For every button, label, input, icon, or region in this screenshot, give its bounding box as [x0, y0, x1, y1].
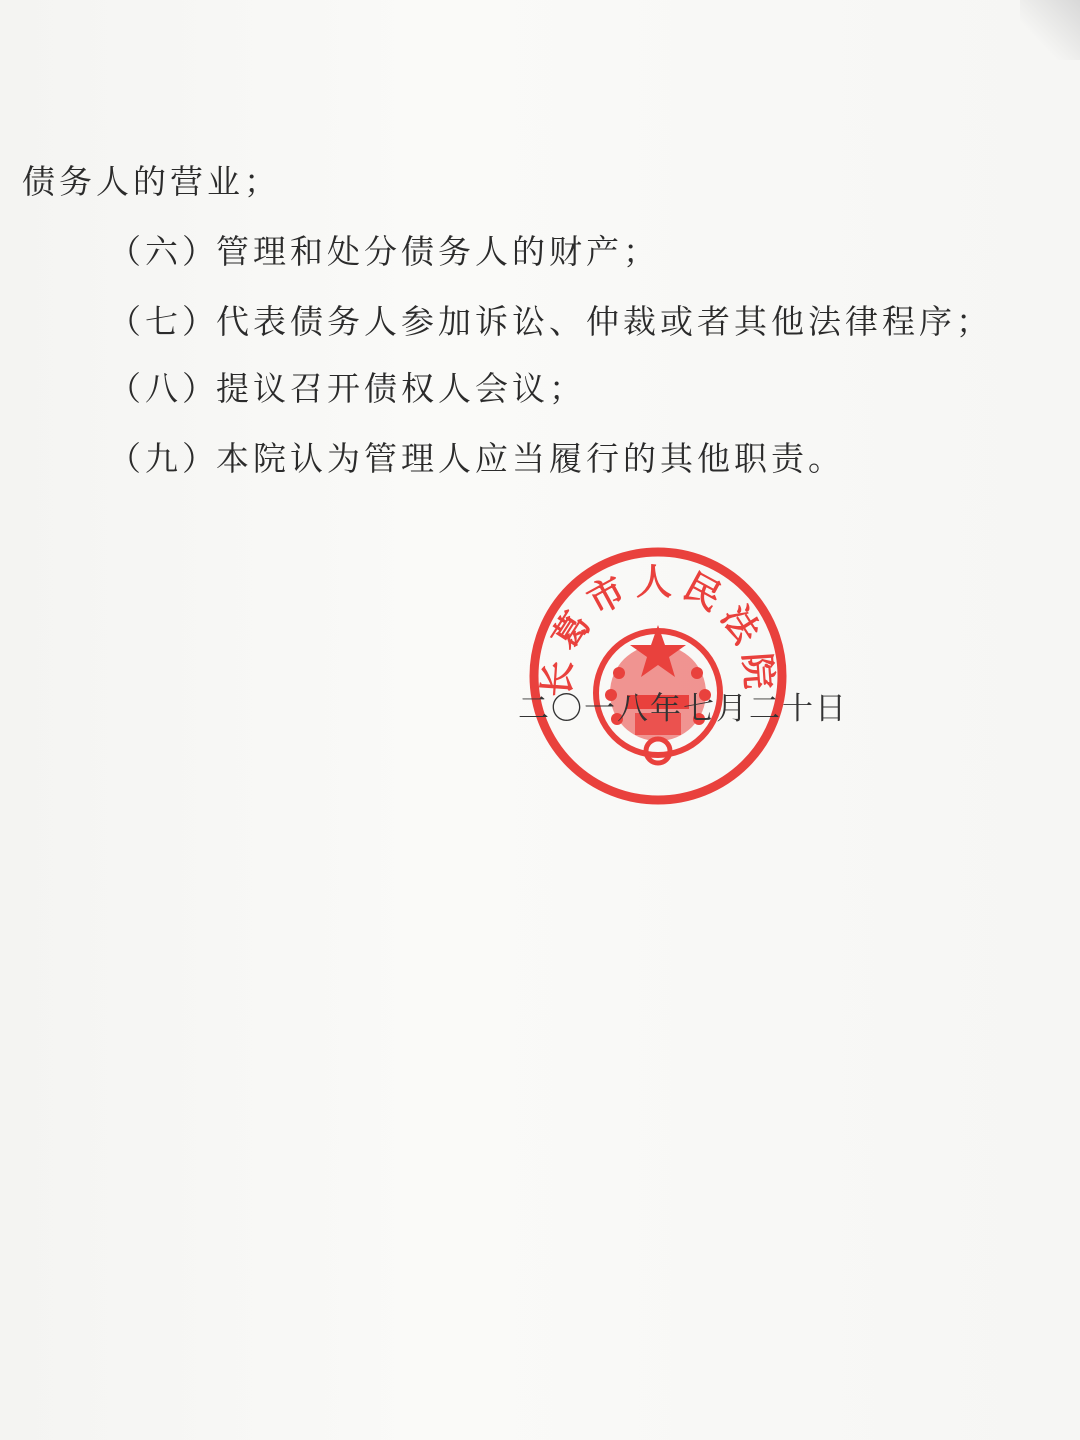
list-marker: （七） [108, 302, 219, 341]
page-corner-shadow [1020, 0, 1080, 60]
seal-text: 长葛市人民法院 [535, 560, 781, 699]
list-item-six [108, 232, 660, 271]
document-date: 二〇一八年七月二十日 [518, 691, 848, 727]
court-seal-stamp [527, 545, 789, 807]
list-marker: （九） [108, 439, 219, 478]
list-marker: （八） [108, 369, 219, 408]
list-item-seven [108, 302, 993, 341]
list-item-text: 代表债务人参加诉讼、仲裁或者其他法律程序； [216, 302, 993, 341]
list-marker: （六） [108, 232, 219, 271]
list-item-text: 提议召开债权人会议； [216, 369, 586, 408]
list-item-eight [108, 369, 586, 408]
list-item-text: 管理和处分债务人的财产； [216, 232, 660, 271]
line-text: 债务人的营业； [22, 162, 281, 201]
text-line-continuation [22, 162, 281, 201]
list-item-text: 本院认为管理人应当履行的其他职责。 [216, 439, 845, 478]
list-item-nine [108, 439, 845, 478]
